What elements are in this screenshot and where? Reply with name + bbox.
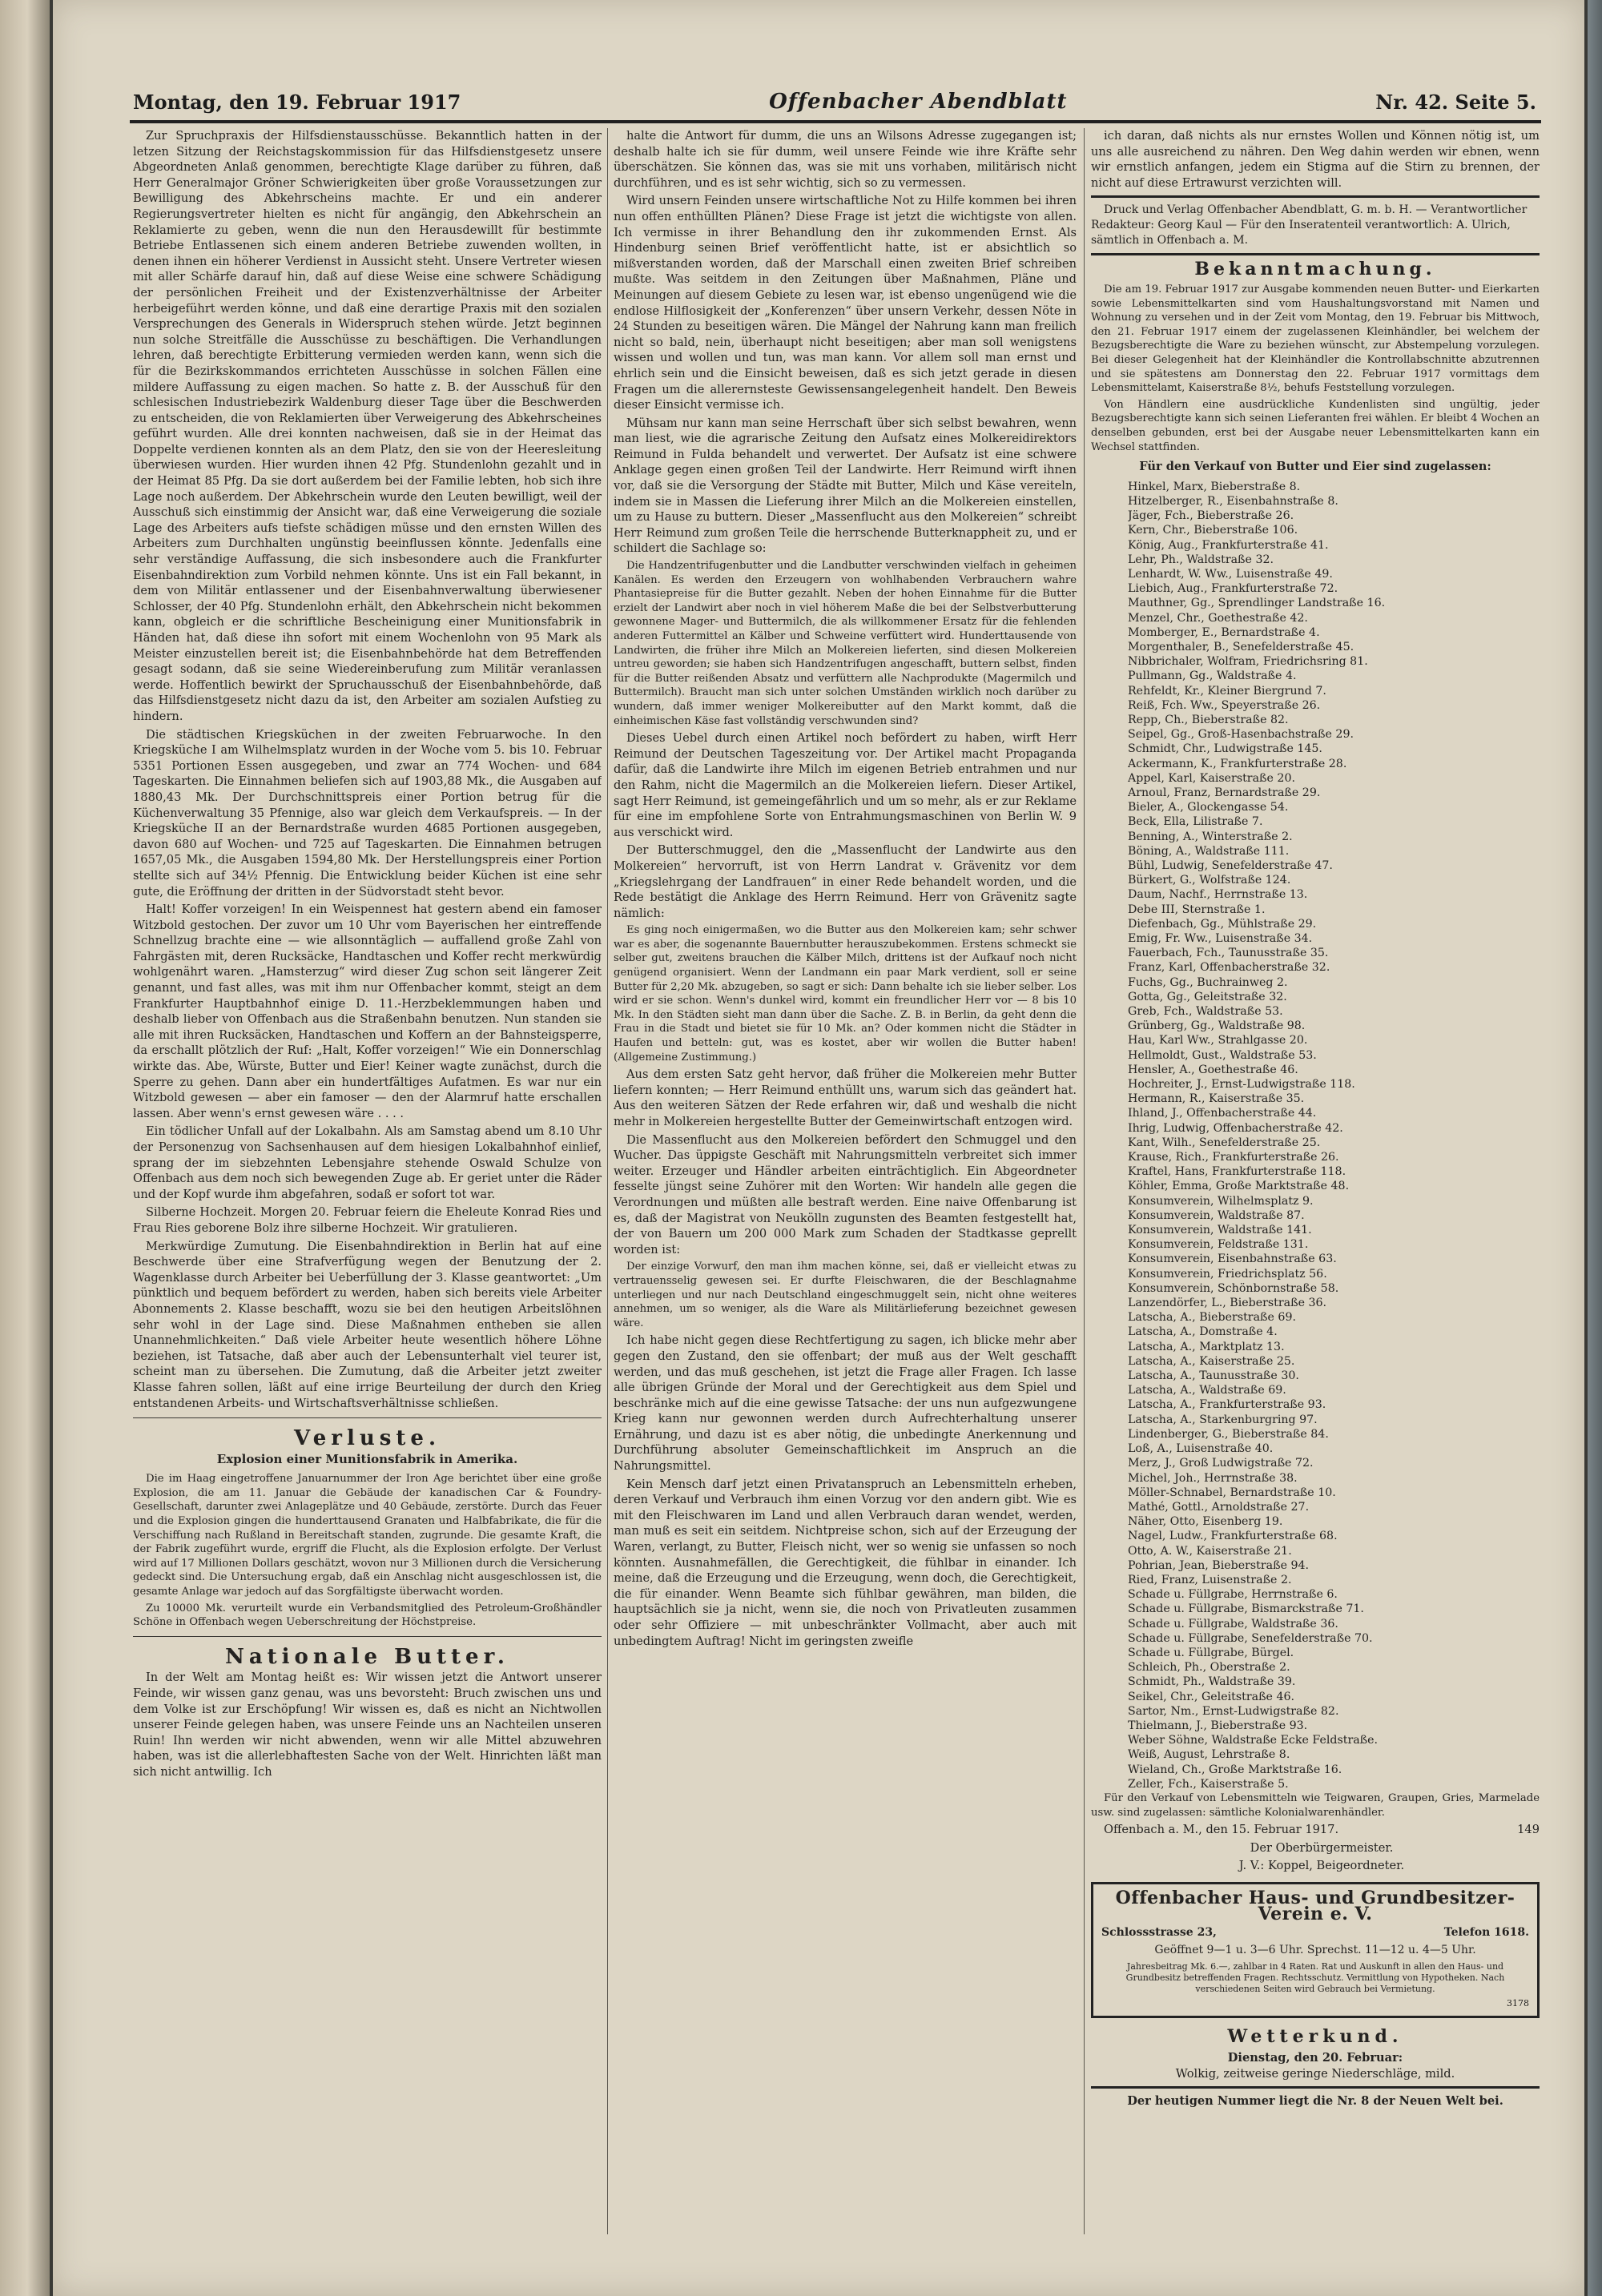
article-paragraph: ich daran, daß nichts als nur ernstes Wollen und Können nötig ist, um uns alle ausreichend zu nähren. Den Weg dahin werden wir ebnen, wenn wir ernstlich anfangen, jedem ein Stigma auf die Stirn zu brennen, der nicht auf diese Ertrawurst verzichten will. <box>1091 129 1540 190</box>
vendor-entry: Hau, Karl Ww., Strahlgasse 20. <box>1128 1034 1308 1047</box>
masthead-date: Montag, den 19. Februar 1917 <box>133 90 461 114</box>
vendor-entry: Näher, Otto, Eisenberg 19. <box>1128 1515 1283 1529</box>
vendor-entry: Böning, A., Waldstraße 111. <box>1128 844 1290 858</box>
vendor-entry: Benning, A., Winterstraße 2. <box>1128 830 1293 843</box>
vendor-entry: Otto, A. W., Kaiserstraße 21. <box>1128 1544 1292 1558</box>
vendor-entry: Kant, Wilh., Senefelderstraße 25. <box>1128 1136 1321 1149</box>
vendor-entry: Emig, Fr. Ww., Luisenstraße 34. <box>1128 931 1313 945</box>
ad-number: 3178 <box>1507 1998 1529 2009</box>
announcement-text: Von Händlern eine ausdrückliche Kundenlisten sind ungültig, jeder Bezugsberechtigte kann sich seinen Lieferanten frei wählen. Er bleibt 4 Wochen an denselben gebunden, erst bei der Ausgabe neuer Lebensmittelkarten kann ein Wechsel stattfinden. <box>1091 398 1540 453</box>
vendor-entry: Rehfeldt, Kr., Kleiner Biergrund 7. <box>1128 684 1326 698</box>
vendor-entry: Latscha, A., Marktplatz 13. <box>1128 1340 1285 1353</box>
vendor-entry: Schade u. Füllgrabe, Bürgel. <box>1128 1646 1294 1659</box>
vendor-entry: Konsumverein, Wilhelmsplatz 9. <box>1128 1194 1314 1208</box>
vendor-entry: Köhler, Emma, Große Marktstraße 48. <box>1128 1180 1350 1193</box>
vendor-entry: Schade u. Füllgrabe, Bismarckstraße 71. <box>1128 1602 1364 1616</box>
article-paragraph: In der Welt am Montag heißt es: Wir wissen jetzt die Antwort unserer Feinde, wir wissen ganz genau, was uns bevorsteht: Bruch zwischen uns und dem Volke ist zur Erschöpfung! Wir wissen es, daß es nicht an Nichtwollen unserer Feinde gelegen haben, was unsere Feinde uns an Nachteilen unseren Ruin! Ihn werden wir nicht abwenden, wenn wir alle Mittel abzuwehren haben, was ist die allerlebhaftesten Sache von der Welt. Hinrichten läßt man sich nicht antwillig. Ich <box>133 1671 602 1779</box>
vendor-entry: Arnoul, Franz, Bernardstraße 29. <box>1128 786 1321 799</box>
masthead-rule <box>130 120 1541 123</box>
masthead <box>133 82 1536 114</box>
vendor-entry: Menzel, Chr., Goethestraße 42. <box>1128 611 1308 625</box>
vendor-entry: Pullmann, Gg., Waldstraße 4. <box>1128 669 1297 683</box>
vendor-entry: König, Aug., Frankfurterstraße 41. <box>1128 538 1329 552</box>
vendor-entry: Ried, Franz, Luisenstraße 2. <box>1128 1573 1292 1586</box>
weather-date: Dienstag, den 20. Februar: <box>1227 2050 1403 2065</box>
column-1 <box>133 128 602 2242</box>
vendor-entry: Bühl, Ludwig, Senefelderstraße 47. <box>1128 858 1333 872</box>
article-paragraph: Der Butterschmuggel, den die „Massenflucht der Landwirte aus den Molkereien“ hervorruft, ist von Herrn Landrat v. Grävenitz vor dem „Kriegslehrgang der Landfrauen“ in einer Rede behandelt worden, und die Rede bestätigt die Anklage des Herrn Reimund. Herr von Grävenitz sagte nämlich: <box>614 843 1077 920</box>
ad-address: Schlossstrasse 23, <box>1101 1926 1217 1940</box>
article-paragraph: Ich habe nicht gegen diese Rechtfertigung zu sagen, ich blicke mehr aber gegen den Zustand, den sie offenbart; der muß aus der Welt geschafft werden, und das muß geschehen, ist jetzt die Frage aller Fragen. Ich lasse alle übrigen Gründe der Moral und der Gerechtigkeit aus dem Spiel und beschränke mich auf die eine gewisse Tatsache: der uns nun aufgezwungene Krieg kann nur gewonnen werden durch Aufrechterhaltung unserer Ernährung, und dazu ist es aber nötig, die unbedingte Anerkennung und Durchführung absoluter Gemeinschaftlichkeit im Anspruch an die Nahrungsmittel. <box>614 1333 1077 1474</box>
column-3 <box>1091 128 1540 2242</box>
article-paragraph: Ein tödlicher Unfall auf der Lokalbahn. Als am Samstag abend um 8.10 Uhr der Personenzug von Sachsenhausen auf dem hiesigen Lokalbahnhof einlief, sprang der im siebzehnten Lebensjahre stehende Oswald Schulze von Offenbach aus dem noch sich bewegenden Zuge ab. Er geriet unter die Räder und der Kopf wurde ihm abgefahren, sodaß er sofort tot war. <box>133 1124 602 1201</box>
article-paragraph: Die städtischen Kriegsküchen in der zweiten Februarwoche. In den Kriegsküche I am Wilhelmsplatz wurden in der Woche vom 5. bis 10. Februar 5351 Portionen Essen ausgegeben, und zwar an 774 Wochen- und 684 Tageskarten. Die Einnahmen beliefen sich auf 1903,88 Mk., die Ausgaben auf 1880,43 Mk. Der Durchschnittspreis einer Portion betrug für die Küchenverwaltung 35 Pfennige, also war gleich dem Verkaufspreis. — In der Kriegsküche II an der Bernardstraße wurden 4685 Portionen ausgegeben, davon 680 auf Wochen- und 725 auf Tageskarten. Die Einnahmen betrugen 1657,05 Mk., die Ausgaben 1594,80 Mk. Der Herstellungspreis einer Portion stellte sich auf 34½ Pfennig. Die Entwicklung beider Küchen ist eine sehr gute, die Eröffnung der dritten in der Südvorstadt steht bevor. <box>133 727 602 899</box>
section-rule <box>1091 253 1540 255</box>
article-paragraph: Dieses Uebel durch einen Artikel noch befördert zu haben, wirft Herr Reimund der Deutschen Tageszeitung vor. Der Artikel macht Propaganda dafür, daß die Landwirte ihre Milch im eigenen Betrieb entrahmen und nur den Rahm, nicht die Magermilch an die Molkereien liefern. Dieser Artikel, sagt Herr Reimund, ist gemeingefährlich und um so mehr, als er zur Reklame für eine im empfohlene Sorte von Entrahmungsmaschinen von Berlin W. 9 aus verschickt wird. <box>614 731 1077 839</box>
vendor-entry: Konsumverein, Waldstraße 141. <box>1128 1224 1312 1237</box>
vendor-entry: Hensler, A., Goethestraße 46. <box>1128 1063 1298 1076</box>
weather-forecast: Wolkig, zeitweise geringe Niederschläge, mild. <box>1175 2066 1455 2081</box>
binding-edge-right <box>1588 0 1602 2296</box>
vendor-list <box>1091 480 1540 1791</box>
article-paragraph: halte die Antwort für dumm, die uns an Wilsons Adresse zugegangen ist; deshalb halte ich sie für dumm, weil unsere Feinde wie ihre Kräfte sehr überschätzen. Sie können das, was sie mit uns vorhaben, militärisch nicht durchführen, und es ist sehr wichtig, sich so zu vermessen. <box>614 129 1077 190</box>
article-paragraph: Aus dem ersten Satz geht hervor, daß früher die Molkereien mehr Butter liefern konnten; — Herr Reimund enthüllt uns, warum sich das geändert hat. Aus den weiteren Sätzen der Rede erfahren wir, daß und weshalb die nicht mehr in Molkereien hergestellte Butter der Gemeinwirtschaft entzogen wird. <box>614 1068 1077 1128</box>
article-paragraph: Die Massenflucht aus den Molkereien befördert den Schmuggel und den Wucher. Das üppigste Geschäft mit Nahrungsmitteln verbreitet sich immer weiter. Erzeuger und Händler arbeiten einträchtiglich. Ein Abgeordneter fesselte jüngst seine Zuhörer mit den Worten: Wir handeln alle gegen die Verordnungen und müßten alle bestraft werden. Eine naive Offenbarung ist es, daß der Magistrat von Neukölln zugunsten des Beamten festgestellt hat, der von Bauern um 200 000 Mark zum Schaden der Stadtkasse geprellt worden ist: <box>614 1132 1077 1257</box>
signature-name: J. V.: Koppel, Beigeordneter. <box>1238 1859 1405 1873</box>
vendor-entry: Hitzelberger, R., Eisenbahnstraße 8. <box>1128 494 1338 508</box>
article-paragraph: Zu 10000 Mk. verurteilt wurde ein Verbandsmitglied des Petroleum-Großhändler Schöne in Offenbach wegen Ueberschreitung der Höchstpreise. <box>133 1602 602 1629</box>
vendor-entry: Weiß, August, Lehrstraße 8. <box>1128 1748 1290 1762</box>
masthead-issue: Nr. 42. Seite 5. <box>1375 90 1536 114</box>
vendor-entry: Mauthner, Gg., Sprendlinger Landstraße 16. <box>1128 597 1386 610</box>
vendor-entry: Seikel, Chr., Geleitstraße 46. <box>1128 1690 1295 1703</box>
vendor-entry: Fauerbach, Fch., Taunusstraße 35. <box>1128 947 1329 960</box>
vendor-entry: Daum, Nachf., Herrnstraße 13. <box>1128 888 1308 902</box>
vendor-entry: Schade u. Füllgrabe, Herrnstraße 6. <box>1128 1588 1338 1602</box>
vendor-entry: Grünberg, Gg., Waldstraße 98. <box>1128 1019 1306 1033</box>
vendor-entry: Latscha, A., Starkenburgring 97. <box>1128 1413 1318 1426</box>
vendor-entry: Schade u. Füllgrabe, Waldstraße 36. <box>1128 1617 1338 1631</box>
column-divider <box>1084 128 1085 2234</box>
vendor-entry: Ackermann, K., Frankfurterstraße 28. <box>1128 757 1347 770</box>
column-2 <box>614 128 1077 2242</box>
vendor-entry: Latscha, A., Kaiserstraße 25. <box>1128 1354 1295 1368</box>
ad-small-print: Jahresbeitrag Mk. 6.—, zahlbar in 4 Raten. Rat und Auskunft in allen den Haus- und Grundbesitz betreffenden Fragen. Rechtsschutz. Vermittlung von Hypotheken. Nach verschiedenen Seiten wird Gebrauch bei Vermietung. <box>1125 1961 1505 1995</box>
vendor-entry: Wieland, Ch., Große Marktstraße 16. <box>1128 1763 1342 1776</box>
vendor-entry: Hermann, R., Kaiserstraße 35. <box>1128 1092 1305 1106</box>
vendor-entry: Hochreiter, J., Ernst-Ludwigstraße 118. <box>1128 1078 1355 1092</box>
vendor-entry: Kraftel, Hans, Frankfurterstraße 118. <box>1128 1165 1346 1179</box>
weather-title: Wetterkund. <box>1227 2026 1403 2048</box>
binding-edge-left <box>0 0 50 2296</box>
vendor-entry: Nibbrichaler, Wolfram, Friedrichsring 81. <box>1128 655 1368 669</box>
article-paragraph: Kein Mensch darf jetzt einen Privatanspruch an Lebensmitteln erheben, deren Verkauf und Verbrauch ihm einen Vorzug vor den andern gibt. Wie es mit den Fleischwaren im Land und allen Verbrauch daran wendet, werden, man muß es seit ein seitdem. Nichtpreise schon, sich auf der Erzeugung der Waren, verlangt, zu Butter, Fleisch nicht, wer so wenig sie unfassen so noch könnten. Ausnahmefällen, die Gerechtigkeit, die fühlbar in einander. Ich meine, daß die Erzeugung und die Erzeugung, wenn doch, die Gerechtigkeit, die für einander. Wenn Beamte sich fühlbar gewähren, man bilden, die hauptsächlich sie ja nicht, wenn sie, die noch von Privatleuten zusammen oder sehr Offiziere — mit unbeschränkter Vollmacht, aber auch mit unbedingtem Auftrag! Nicht im geringsten zweifle <box>614 1477 1077 1648</box>
vendor-entry: Merz, J., Groß Ludwigstraße 72. <box>1128 1457 1314 1470</box>
vendor-entry: Jäger, Fch., Bieberstraße 26. <box>1128 509 1294 523</box>
vendor-entry: Liebich, Aug., Frankfurterstraße 72. <box>1128 582 1338 596</box>
vendor-entry: Nagel, Ludw., Frankfurterstraße 68. <box>1128 1530 1338 1543</box>
vendor-entry: Seipel, Gg., Groß-Hasenbachstraße 29. <box>1128 728 1354 742</box>
section-rule <box>1091 2086 1540 2089</box>
vendor-entry: Momberger, E., Bernardstraße 4. <box>1128 625 1320 639</box>
article-paragraph: Zur Spruchpraxis der Hilfsdienstausschüsse. Bekanntlich hatten in der letzen Sitzung der Reichstagskommission für das Hilfsdienstgesetz unsere Abgeordneten Anlaß genommen, berechtigte Klage darüber zu führen, daß Herr Generalmajor Gröner Schwierigkeiten über große Voraussetzungen zur Bewilligung des Abkehrscheins machte. Er und ein anderer Regierungsvertreter hielten es nicht für angängig, den Abkehrschein an Reklamierte zu geben, wenn die nun den Herausdewillt für bestimmte Betriebe Entlassenen sich einem anderen Betriebe zuwenden wollten, in denen ihnen ein höherer Verdienst in Aussicht steht. Unsere Vertreter wiesen mit aller Schärfe darauf hin, daß auf diese Weise eine schwere Schädigung der persönlichen Freiheit und der Existenzverhältnisse der Arbeiter herbeigeführt werden könne, und daß eine derartige Praxis mit den sozialen Versprechungen des Generals in Widerspruch stehen würde. Jetzt beginnen nun solche Streitfälle die Ausschüsse zu beschäftigen. Die Verhandlungen lehren, daß berechtigte Erbitterung vermieden werden kann, wenn sich die für die Bezirkskommandos errichteten Ausschüsse in solchen Fällen eine mildere Auffassung zu eigen machen. So hatte z. B. der Ausschuß für den schlesischen Industriebezirk Waldenburg dieser Tage über die Beschwerden zu entscheiden, die von Reklamierten über Verweigerung des Abkehrscheines geführt wurden. Alle drei konnten nachweisen, daß sie in der Heimat das Doppelte verdienen konnten als an dem Platz, den sie von der Heeresleitung überwiesen wurden. Hier wurden ihnen 42 Pfg. Stundenlohn gezahlt und in der Heimat 85 Pfg. Da sie dort außerdem bei der Familie lebten, hob sich ihre Lage noch außerdem. Der Abkehrschein wurde den Leuten bewilligt, weil der Ausschuß sich einstimmig der Ansicht war, daß eine Verweigerung die soziale Lage des Arbeiters aufs tiefste schädigen müsse und den ernsten Willen des Arbeiters zum Durchhalten ungünstig beeinflussen könnte. Jedenfalls eine sehr verständige Auffassung, die sich insbesondere auch die Frankfurter Eisenbahndirektion zum Vorbild nehmen könnte. Uns ist ein Fall bekannt, in dem von Militär entlassener und der Eisenbahnverwaltung überwiesener Schlosser, der 40 Pfg. Stundenlohn erhält, den Abkehrschein nicht bekommen kann, obgleich er die schriftliche Bescheinigung einer Munitionsfabrik in Händen hat, daß diese ihn sofort mit einem Wochenlohn von 95 Mark als Meister einzustellen bereit ist; die Eisenbahnbehörde hat dem Betreffenden gesagt sodann, daß sie seine Wiedereinberufung zum Militär veranlassen werde. Hoffentlich bewirkt der Spruchausschuß der Eisenbahnbehörde, daß das Hilfsdienstgesetz nicht dazu da ist, den Arbeiter am sozialen Aufstieg zu hindern. <box>133 129 602 723</box>
article-paragraph: Die im Haag eingetroffene Januarnummer der Iron Age berichtet über eine große Explosion, die am 11. Januar die Gebäude der kanadischen Car & Foundry-Gesellschaft, darunter zwei Anlageplätze und 40 Gebäude, zerstörte. Durch das Feuer und die Explosion gingen die hunderttausend Granaten und Halbfabrikate, die für die Verschiffung nach Rußland in Bereitschaft standen, zugrunde. Die gesamte Kraft, die der Fabrik zugeführt wurde, ergriff die Flucht, als die Explosion erfolgte. Der Verlust wird auf 17 Millionen Dollars geschätzt, wovon nur 3 Millionen durch die Versicherung gedeckt sind. Die Untersuchung ergab, daß ein Anschlag nicht ausgeschlossen ist, die gesamte Anlage war jedoch auf das Sorgfältigste überwacht worden. <box>133 1473 602 1598</box>
announcement-text: Für den Verkauf von Lebensmitteln wie Teigwaren, Graupen, Gries, Marmelade usw. sind zugelassen: sämtliche Kolonialwarenhändler. <box>1091 1791 1540 1819</box>
vendor-entry: Latscha, A., Waldstraße 69. <box>1128 1384 1286 1397</box>
vendor-entry: Lehr, Ph., Waldstraße 32. <box>1128 553 1274 566</box>
signature-place: Offenbach a. M., den 15. Februar 1917. <box>1104 1823 1339 1837</box>
vendor-entry: Diefenbach, Gg., Mühlstraße 29. <box>1128 917 1317 931</box>
vendor-entry: Konsumverein, Schönbornstraße 58. <box>1128 1281 1339 1295</box>
quoted-paragraph: Der einzige Vorwurf, den man ihm machen könne, sei, daß er vielleicht etwas zu vertrauensselig gewesen sei. Er durfte Fleischwaren, die der Beschlagnahme unterliegen und nur nach Deutschland eingeschmuggelt sein, nicht ohne weiteres annehmen, um so weniger, als die Ware als Militärlieferung bezeichnet gewesen wäre. <box>614 1261 1077 1329</box>
vendor-entry: Sartor, Nm., Ernst-Ludwigstraße 82. <box>1128 1704 1339 1718</box>
announcement-text: Die am 19. Februar 1917 zur Ausgabe kommenden neuen Butter- und Eierkarten sowie Lebensmittelkarten sind vom Haushaltungsvorstand mit Namen und Wohnung zu versehen und in der Zeit vom Montag, den 19. Februar bis Mittwoch, den 21. Februar 1917 einem der zugelassenen Kleinhändler, bei welchem der Bezugsberechtigte die Ware zu beziehen wünscht, zur Abstempelung vorzulegen. Bei dieser Gelegenheit hat der Kleinhändler die Kontrollabschnitte abzutrennen und sie spätestens am Donnerstag den 22. Februar 1917 vormittags dem Lebensmittelamt, Kaiserstraße 8½, behufs Feststellung vorzulegen. <box>1091 283 1540 395</box>
section-subhead: Explosion einer Munitionsfabrik in Amerika. <box>216 1451 518 1466</box>
vendor-entry: Möller-Schnabel, Bernardstraße 10. <box>1128 1486 1336 1499</box>
announcement-title: Bekanntmachung. <box>1194 259 1436 280</box>
ad-hours: Geöffnet 9—1 u. 3—6 Uhr. Sprechst. 11—12 u. 4—5 Uhr. <box>1154 1943 1476 1956</box>
vendor-entry: Schade u. Füllgrabe, Senefelderstraße 70. <box>1128 1631 1373 1645</box>
imprint: Druck und Verlag Offenbacher Abendblatt, G. m. b. H. — Verantwortlicher Redakteur: Georg Kaul — Für den Inseratenteil verantwortlich: A. Ulrich, sämtlich in Offenbach a. M. <box>1091 203 1528 247</box>
vendor-entry: Loß, A., Luisenstraße 40. <box>1128 1442 1274 1456</box>
vendor-entry: Lenhardt, W. Ww., Luisenstraße 49. <box>1128 567 1333 581</box>
vendor-entry: Schleich, Ph., Oberstraße 2. <box>1128 1661 1290 1675</box>
vendor-entry: Latscha, A., Bieberstraße 69. <box>1128 1311 1296 1325</box>
vendor-entry: Lanzendörfer, L., Bieberstraße 36. <box>1128 1297 1327 1310</box>
vendor-entry: Latscha, A., Frankfurterstraße 93. <box>1128 1398 1326 1412</box>
vendor-entry: Bieler, A., Glockengasse 54. <box>1128 801 1289 814</box>
vendor-entry: Weber Söhne, Waldstraße Ecke Feldstraße. <box>1128 1734 1379 1747</box>
article-paragraph: Wird unsern Feinden unsere wirtschaftliche Not zu Hilfe kommen bei ihren nun offen enthüllten Plänen? Diese Frage ist jetzt die wichtigste von allen. Ich vermisse in ihrer Behandlung den ihr zukommenden Ernst. Als Hindenburg seinen Brief veröffentlicht hatte, ist er absichtlich so mißverstanden worden, daß der Marschall einen zweiten Brief schreiben mußte. Was seitdem in den Zeitungen über Maßnahmen, Pläne und Meinungen auf diesem Gebiete zu lesen war, ist ebenso ungenügend wie die endlose Hilflosigkeit der „Konferenzen“ über unsern Verkehr, dessen Nöte in 24 Stunden zu beseitigen wären. Die Mängel der Nahrung kann man freilich nicht so bald, nein, überhaupt nicht beseitigen; aber man soll wenigstens wissen und wollen und tun, was man kann. Vor allem soll man ernst und ehrlich sein und die Einsicht beweisen, daß es sich jetzt gerade in diesen Fragen um die allerernsteste Gewissensangelegenheit handelt. Den Beweis dieser Einsicht vermisse ich. <box>614 194 1077 412</box>
section-rule <box>133 1636 602 1637</box>
vendor-entry: Konsumverein, Friedrichsplatz 56. <box>1128 1267 1327 1281</box>
vendor-entry: Pohrian, Jean, Bieberstraße 94. <box>1128 1558 1310 1572</box>
quoted-paragraph: Die Handzentrifugenbutter und die Landbutter verschwinden vielfach in geheimen Kanälen. Es werden den Erzeugern von wohlhabenden Verbrauchern wahre Phantasiepreise für die Butter gezahlt. Neben der hohen Einnahme für die Butter erzielt der Landwirt aber noch in viel höherem Maße die bei der Selbstverbutterung gewonnene Mager- und Buttermilch, die als willkommener Ersatz für die fehlenden anderen Futtermittel an Kälber und Schweine verfüttert wird. Hunderttausende von Landwirten, die früher ihre Milch an Molkereien lieferten, sind diesen Molkereien untreu geworden; sie haben sich Handzentrifugen angeschafft, buttern selbst, finden für die Butter reißenden Absatz und verfüttern alle Nachprodukte (Magermilch und Buttermilch). Braucht man sich unter solchen Umständen wirklich noch darüber zu wundern, daß immer weniger Molkereibutter auf den Markt kommt, daß die einheimischen Käse fast vollständig verschwunden sind? <box>614 560 1077 727</box>
vendor-entry: Repp, Ch., Bieberstraße 82. <box>1128 713 1289 726</box>
signature-place-date <box>1091 1822 1540 1838</box>
vendor-entry: Kern, Chr., Bieberstraße 106. <box>1128 524 1298 537</box>
masthead-paper-name: Offenbacher Abendblatt <box>769 90 1068 114</box>
vendor-entry: Greb, Fch., Waldstraße 53. <box>1128 1005 1283 1018</box>
article-paragraph: Silberne Hochzeit. Morgen 20. Februar feiern die Eheleute Konrad Ries und Frau Ries geborene Bolz ihre silberne Hochzeit. Wir gratulieren. <box>133 1205 602 1235</box>
vendor-entry: Krause, Rich., Frankfurterstraße 26. <box>1128 1151 1339 1164</box>
ad-contact-row <box>1101 1925 1529 1941</box>
vendor-entry: Reiß, Fch. Ww., Speyerstraße 26. <box>1128 698 1321 712</box>
vendor-entry: Konsumverein, Eisenbahnstraße 63. <box>1128 1253 1337 1266</box>
vendor-entry: Schmidt, Chr., Ludwigstraße 145. <box>1128 742 1322 756</box>
vendor-entry: Schmidt, Ph., Waldstraße 39. <box>1128 1675 1296 1689</box>
quoted-paragraph: Es ging noch einigermaßen, wo die Butter aus den Molkereien kam; sehr schwer war es aber, die sogenannte Bauernbutter herauszubekommen. Erstens schmeckt sie selber gut, zweitens brauchen die Kälber Milch, drittens ist der Aufkauf noch nicht genügend organisiert. Wenn der Landmann ein paar Mark verdient, soll er seine Butter für 2,20 Mk. abzugeben, so sagt er sich: Dann behalte ich sie lieber selber. Los wird er sie schon. Wenn's dunkel wird, kommt ein freundlicher Herr vor — 8 bis 10 Mk. In den Städten sieht man dann über die Sache. Z. B. in Berlin, da geht denn die Frau in die Stadt und bietet sie für 10 Mk. an? Oder kommen nicht die Städter in Haufen und betteln: gut, was es kostet, aber wir wollen die Butter haben! (Allgemeine Zustimmung.) <box>614 924 1077 1064</box>
vendor-entry: Debe III, Sternstraße 1. <box>1128 903 1266 916</box>
vendor-entry: Ihland, J., Offenbacherstraße 44. <box>1128 1107 1317 1120</box>
vendor-entry: Thielmann, J., Bieberstraße 93. <box>1128 1719 1308 1732</box>
column-divider <box>607 128 608 2234</box>
vendor-entry: Zeller, Fch., Kaiserstraße 5. <box>1128 1777 1289 1791</box>
signature-number: 149 <box>1517 1823 1540 1837</box>
vendor-entry: Hellmoldt, Gust., Waldstraße 53. <box>1128 1048 1317 1062</box>
vendor-entry: Hinkel, Marx, Bieberstraße 8. <box>1128 480 1301 493</box>
newspaper-page <box>53 0 1584 2296</box>
article-paragraph: Mühsam nur kann man seine Herrschaft über sich selbst bewahren, wenn man liest, wie die agrarische Zeitung den Aufsatz eines Molkereidirektors Reimund in Fulda behandelt und verwertet. Der Aufsatz ist eine schwere Anklage gegen einen großen Teil der Landwirte. Herr Reimund wirft ihnen vor, daß sie die Versorgung der Städte mit Butter, Milch und Käse vereiteln, indem sie in Massen die Lieferung ihrer Milch an die Molkereien einstellen, um zu Hause zu buttern. Dieser „Massenflucht aus den Molkereien“ schreibt Herr Reimund zum großen Teile die herrschende Butterknappheit zu, und er schildert die Sachlage so: <box>614 416 1077 556</box>
vendor-entry: Morgenthaler, B., Senefelderstraße 45. <box>1128 640 1354 653</box>
vendor-entry: Bürkert, G., Wolfstraße 124. <box>1128 874 1291 887</box>
ad-title: Offenbacher Haus- und Grundbesitzer-Verein e. V. <box>1115 1887 1515 1924</box>
vendor-entry: Latscha, A., Taunusstraße 30. <box>1128 1369 1299 1383</box>
vendor-entry: Beck, Ella, Lilistraße 7. <box>1128 815 1263 829</box>
section-headline: Verluste. <box>293 1426 441 1451</box>
section-rule <box>1091 195 1540 198</box>
vendor-entry: Fuchs, Gg., Buchrainweg 2. <box>1128 975 1288 989</box>
vendor-entry: Franz, Karl, Offenbacherstraße 32. <box>1128 961 1330 975</box>
vendor-entry: Gotta, Gg., Geleitstraße 32. <box>1128 990 1287 1003</box>
vendor-entry: Michel, Joh., Herrnstraße 38. <box>1128 1471 1298 1485</box>
vendor-entry: Appel, Karl, Kaiserstraße 20. <box>1128 771 1295 785</box>
section-rule <box>133 1417 602 1418</box>
advertisement-box <box>1091 1882 1540 2018</box>
vendor-entry: Ihrig, Ludwig, Offenbacherstraße 42. <box>1128 1121 1343 1135</box>
signature-title: Der Oberbürgermeister. <box>1250 1840 1394 1855</box>
section-headline: Nationale Butter. <box>225 1644 509 1669</box>
vendor-entry: Latscha, A., Domstraße 4. <box>1128 1325 1278 1339</box>
vendor-entry: Konsumverein, Feldstraße 131. <box>1128 1238 1309 1252</box>
article-paragraph: Merkwürdige Zumutung. Die Eisenbahndirektion in Berlin hat auf eine Beschwerde über eine Strafverfügung wegen der Benutzung der 2. Wagenklasse durch Arbeiter bei Ueberfüllung der 3. Klasse geantwortet: „Um pünktlich und bequem befördert zu werden, haben sich bereits viele Arbeiter Abonnements 2. Klasse beschafft, wozu sie bei den heutigen Arbeitslöhnen sehr wohl in der Lage sind. Diese Maßnahmen entheben sie allen Unannehmlichkeiten.“ Daß viele Arbeiter heute wesentlich höhere Löhne beziehen, ist Tatsache, daß aber auch der Lebensunterhalt viel teurer ist, scheint man zu übersehen. Die Zumutung, daß die Arbeiter jetzt zweiter Klasse fahren sollen, läßt auf eine irrige Beurteilung der durch den Krieg entstandenen Arbeits- und Wirtschaftsverhältnisse schließen. <box>133 1239 602 1410</box>
ad-phone: Telefon 1618. <box>1443 1926 1529 1940</box>
vendor-list-heading: Für den Verkauf von Butter und Eier sind zugelassen: <box>1139 460 1491 474</box>
supplement-note: Der heutigen Nummer liegt die Nr. 8 der Neuen Welt bei. <box>1127 2094 1503 2109</box>
vendor-entry: Konsumverein, Waldstraße 87. <box>1128 1208 1305 1222</box>
vendor-entry: Lindenberger, G., Bieberstraße 84. <box>1128 1427 1329 1441</box>
article-paragraph: Halt! Koffer vorzeigen! In ein Weispennest hat gestern abend ein famoser Witzbold gestochen. Der zuvor um 10 Uhr vom Bayerischen her eintreffende Schnellzug brachte eine — wie allsonntäglich — auffallend große Zahl von Fahrgästen mit, deren Rucksäcke, Handtaschen und Koffer recht merkwürdig wohlgenährt waren. „Hamsterzug“ wird dieser Zug schon seit längerer Zeit genannt, und fast alles, was mit ihm nur Offenbacher kommt, steigt an dem Frankfurter Hauptbahnhof einige D. 11.-Herzbeklemmungen haben und deshalb lieber von Offenbach aus die Straßenbahn benutzen. Nun standen sie alle mit ihren Rucksäcken, Handtaschen und Koffern an der Bahnsteigsperre, da erschallt plötzlich der Ruf: „Halt, Koffer vorzeigen!“ Wie ein Donnerschlag wirkte das. Abe, Würste, Butter und Eier! Keiner wagte zunächst, durch die Sperre zu gehen. Dann aber ein hundertfältiges Aufatmen. Es war nur ein Witzbold gewesen — aber ein famoser — den der Alarmruf hatte erschallen lassen. Aber wenn's ernst gewesen wäre . . . . <box>133 903 602 1120</box>
vendor-entry: Mathé, Gottl., Arnoldstraße 27. <box>1128 1500 1310 1514</box>
